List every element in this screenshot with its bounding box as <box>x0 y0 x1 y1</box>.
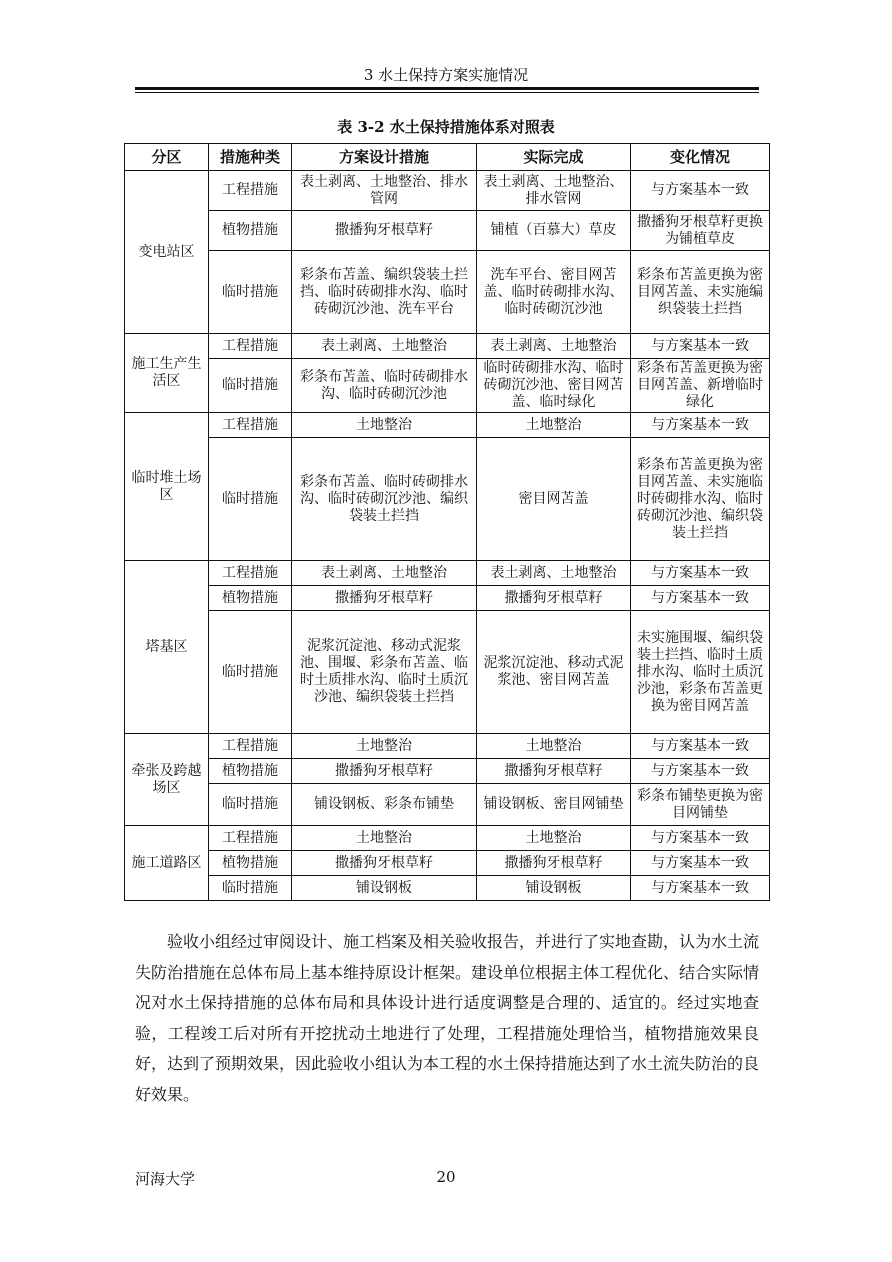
actual-measure-cell: 临时砖砌排水沟、临时砖砌沉沙池、密目网苫盖、临时绿化 <box>477 359 631 413</box>
actual-measure-cell: 密目网苫盖 <box>477 438 631 561</box>
column-header: 变化情况 <box>631 144 770 171</box>
table-row <box>125 784 770 826</box>
change-cell: 未实施围堰、编织袋装土拦挡、临时土质排水沟、临时土质沉沙池，彩条布苫盖更换为密目网苫盖 <box>631 611 770 734</box>
table-row <box>125 851 770 876</box>
column-header: 分区 <box>125 144 209 171</box>
change-cell: 与方案基本一致 <box>631 586 770 611</box>
table-row <box>125 826 770 851</box>
actual-measure-cell: 泥浆沉淀池、移动式泥浆池、密目网苫盖 <box>477 611 631 734</box>
design-measure-cell: 彩条布苫盖、编织袋装土拦挡、临时砖砌排水沟、临时砖砌沉沙池、洗车平台 <box>292 251 477 334</box>
change-cell: 撒播狗牙根草籽更换为铺植草皮 <box>631 211 770 251</box>
change-cell: 与方案基本一致 <box>631 876 770 901</box>
table-row <box>125 251 770 334</box>
design-measure-cell: 撒播狗牙根草籽 <box>292 211 477 251</box>
table-row <box>125 413 770 438</box>
design-measure-cell: 彩条布苫盖、临时砖砌排水沟、临时砖砌沉沙池 <box>292 359 477 413</box>
design-measure-cell: 土地整治 <box>292 826 477 851</box>
change-cell: 彩条布铺垫更换为密目网铺垫 <box>631 784 770 826</box>
actual-measure-cell: 铺设钢板、密目网铺垫 <box>477 784 631 826</box>
actual-measure-cell: 表土剥离、土地整治、排水管网 <box>477 171 631 211</box>
change-cell: 与方案基本一致 <box>631 334 770 359</box>
paragraph-text: 验收小组经过审阅设计、施工档案及相关验收报告，并进行了实地查勘，认为水土流失防治措施在总体布局上基本维持原设计框架。建设单位根据主体工程优化、结合实际情况对水土保持措施的总体布局和具体设计进行适度调整是合理的、适宜的。经过实地查验，工程竣工后对所有开挖扰动土地进行了处理，工程措施处理恰当，植物措施效果良好，达到了预期效果，因此验收小组认为本工程的水土保持措施达到了水土流失防治的良好效果。 <box>135 932 760 1104</box>
design-measure-cell: 表土剥离、土地整治、排水管网 <box>292 171 477 211</box>
table-row <box>125 759 770 784</box>
actual-measure-cell: 土地整治 <box>477 826 631 851</box>
design-measure-cell: 铺设钢板、彩条布铺垫 <box>292 784 477 826</box>
zone-cell: 施工道路区 <box>125 826 209 901</box>
design-measure-cell: 彩条布苫盖、临时砖砌排水沟、临时砖砌沉沙池、编织袋装土拦挡 <box>292 438 477 561</box>
table-body <box>125 171 770 901</box>
column-header: 措施种类 <box>209 144 292 171</box>
design-measure-cell: 铺设钢板 <box>292 876 477 901</box>
zone-cell: 临时堆土场区 <box>125 413 209 561</box>
change-cell: 彩条布苫盖更换为密目网苫盖、未实施临时砖砌排水沟、临时砖砌沉沙池、编织袋装土拦挡 <box>631 438 770 561</box>
table-row <box>125 171 770 211</box>
table-row <box>125 359 770 413</box>
conclusion-paragraph <box>135 927 759 1110</box>
measure-type-cell: 植物措施 <box>209 211 292 251</box>
table-row <box>125 611 770 734</box>
actual-measure-cell: 撒播狗牙根草籽 <box>477 586 631 611</box>
change-cell: 与方案基本一致 <box>631 826 770 851</box>
change-cell: 与方案基本一致 <box>631 734 770 759</box>
table-row <box>125 334 770 359</box>
measure-type-cell: 工程措施 <box>209 734 292 759</box>
zone-cell: 变电站区 <box>125 171 209 334</box>
table-row <box>125 561 770 586</box>
zone-cell: 牵张及跨越场区 <box>125 734 209 826</box>
change-cell: 与方案基本一致 <box>631 851 770 876</box>
actual-measure-cell: 铺植（百慕大）草皮 <box>477 211 631 251</box>
header-rule <box>135 87 759 90</box>
change-cell: 与方案基本一致 <box>631 561 770 586</box>
design-measure-cell: 撒播狗牙根草籽 <box>292 759 477 784</box>
measure-type-cell: 工程措施 <box>209 561 292 586</box>
page-number: 20 <box>436 1168 456 1186</box>
footer-institution: 河海大学 <box>135 1170 196 1188</box>
measure-type-cell: 临时措施 <box>209 251 292 334</box>
actual-measure-cell: 土地整治 <box>477 734 631 759</box>
actual-measure-cell: 土地整治 <box>477 413 631 438</box>
measure-type-cell: 临时措施 <box>209 876 292 901</box>
table-caption: 表 3-2 水土保持措施体系对照表 <box>337 118 555 136</box>
design-measure-cell: 泥浆沉淀池、移动式泥浆池、围堰、彩条布苫盖、临时土质排水沟、临时土质沉沙池、编织袋装土拦挡 <box>292 611 477 734</box>
table-row <box>125 211 770 251</box>
zone-cell: 塔基区 <box>125 561 209 734</box>
measure-type-cell: 临时措施 <box>209 784 292 826</box>
change-cell: 彩条布苫盖更换为密目网苫盖、新增临时绿化 <box>631 359 770 413</box>
measure-type-cell: 工程措施 <box>209 413 292 438</box>
design-measure-cell: 表土剥离、土地整治 <box>292 561 477 586</box>
actual-measure-cell: 洗车平台、密目网苫盖、临时砖砌排水沟、临时砖砌沉沙池 <box>477 251 631 334</box>
measure-type-cell: 植物措施 <box>209 586 292 611</box>
actual-measure-cell: 表土剥离、土地整治 <box>477 334 631 359</box>
design-measure-cell: 撒播狗牙根草籽 <box>292 586 477 611</box>
zone-cell: 施工生产生活区 <box>125 334 209 413</box>
design-measure-cell: 表土剥离、土地整治 <box>292 334 477 359</box>
actual-measure-cell: 撒播狗牙根草籽 <box>477 759 631 784</box>
column-header: 方案设计措施 <box>292 144 477 171</box>
design-measure-cell: 土地整治 <box>292 734 477 759</box>
measure-type-cell: 临时措施 <box>209 611 292 734</box>
table-row <box>125 438 770 561</box>
table-row <box>125 734 770 759</box>
measure-type-cell: 植物措施 <box>209 759 292 784</box>
measure-type-cell: 工程措施 <box>209 826 292 851</box>
actual-measure-cell: 铺设钢板 <box>477 876 631 901</box>
design-measure-cell: 撒播狗牙根草籽 <box>292 851 477 876</box>
measure-type-cell: 临时措施 <box>209 359 292 413</box>
table-row <box>125 876 770 901</box>
measures-table <box>124 143 770 901</box>
measure-type-cell: 临时措施 <box>209 438 292 561</box>
running-header: 3 水土保持方案实施情况 <box>363 66 529 84</box>
column-header: 实际完成 <box>477 144 631 171</box>
design-measure-cell: 土地整治 <box>292 413 477 438</box>
measure-type-cell: 工程措施 <box>209 171 292 211</box>
table-row <box>125 586 770 611</box>
actual-measure-cell: 表土剥离、土地整治 <box>477 561 631 586</box>
measure-type-cell: 植物措施 <box>209 851 292 876</box>
actual-measure-cell: 撒播狗牙根草籽 <box>477 851 631 876</box>
header-rule-thin <box>135 92 759 93</box>
change-cell: 与方案基本一致 <box>631 171 770 211</box>
change-cell: 与方案基本一致 <box>631 759 770 784</box>
measure-type-cell: 工程措施 <box>209 334 292 359</box>
change-cell: 彩条布苫盖更换为密目网苫盖、未实施编织袋装土拦挡 <box>631 251 770 334</box>
change-cell: 与方案基本一致 <box>631 413 770 438</box>
table-header-row <box>125 144 770 171</box>
